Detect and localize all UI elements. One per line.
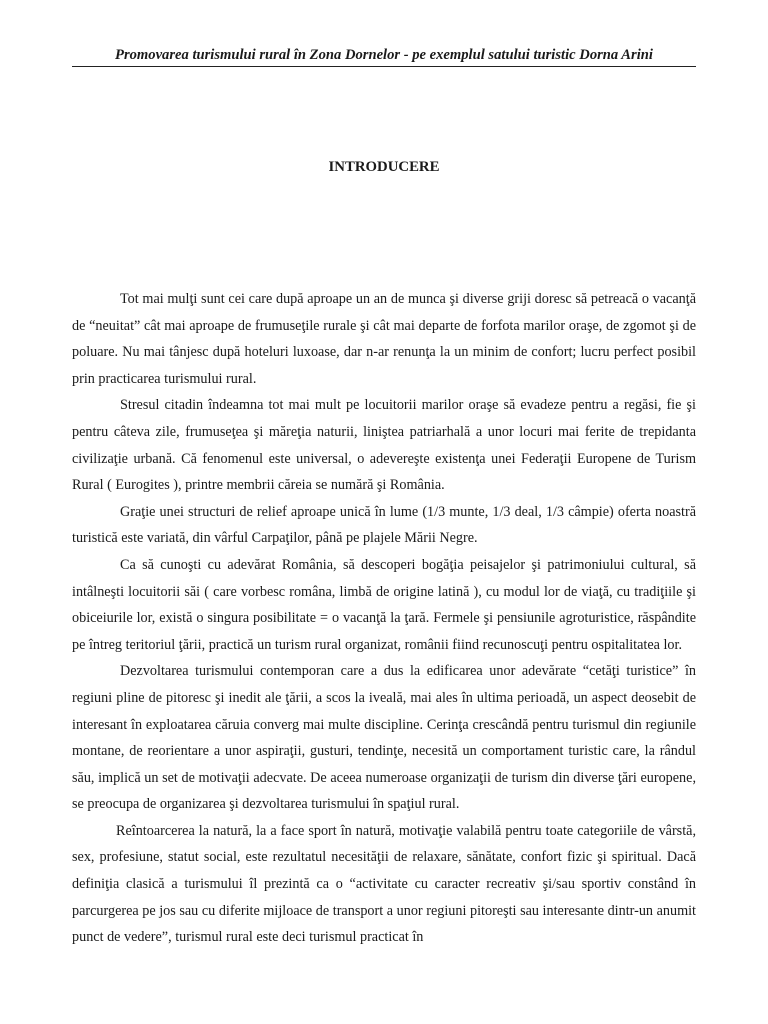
header-divider: [72, 66, 696, 67]
paragraph: Reîntoarcerea la natură, la a face sport în natură, motivaţie valabilă pentru toate categoriile de vârstă, sex, profesiune, statut social, este rezultatul necesităţii de relaxare, sănătate, confort fizic şi spiritual. Dacă definiţia clasică a turismului îl prezintă ca o “activitate cu caracter recreativ şi/sau sportiv constând în parcurgerea pe jos sau cu diferite mijloace de transport a unor regiuni pitoreşti sau interesante dintr-un anumit punct de vedere”, turismul rural este deci turismul practicat în: [72, 822, 696, 946]
body-text: [72, 286, 696, 951]
running-header: Promovarea turismului rural în Zona Dornelor - pe exemplul satului turistic Dorna Arini: [115, 47, 653, 63]
paragraph: Tot mai mulţi sunt cei care după aproape un an de munca şi diverse griji doresc să petreacă o vacanţă de “neuitat” cât mai aproape de frumuseţile rurale şi cât mai departe de forfota marilor oraşe, de zgomot şi de poluare. Nu mai tânjesc după hoteluri luxoase, dar n-ar renunţa la un minim de confort; lucru perfect posibil prin practicarea turismului rural.: [72, 291, 696, 387]
paragraph: Stresul citadin îndeamna tot mai mult pe locuitorii marilor oraşe să evadeze pentru a regăsi, fie şi pentru câteva zile, frumuseţea şi măreţia naturii, liniştea patriarhală a unor locuri mai ferite de trepidanta civilizaţie urbană. Că fenomenul este universal, o adevereşte existenţa unei Federaţii Europene de Turism Rural ( Eurogites ), printre membrii căreia se numără şi România.: [72, 397, 696, 494]
paragraph: Ca să cunoşti cu adevărat România, să descoperi bogăţia peisajelor şi patrimoniului cultural, să intâlneşti locuitorii săi ( care vorbesc româna, limbă de origine latină ), cu modul lor de viaţă, cu tradiţiile şi obiceiurile lor, există o singura posibilitate = o vacanţă la ţară. Fermele şi pensiunile agroturistice, răspândite pe întreg teritoriul ţării, practică un turism rural organizat, românii fiind recunoscuţi pentru ospitalitatea lor.: [72, 556, 696, 653]
section-title: INTRODUCERE: [328, 159, 440, 175]
paragraph: Graţie unei structuri de relief aproape unică în lume (1/3 munte, 1/3 deal, 1/3 câmpie) oferta noastră turistică este variată, din vârful Carpaţilor, până pe plajele Mării Negre.: [72, 503, 696, 547]
paragraph: Dezvoltarea turismului contemporan care a dus la edificarea unor adevărate “cetăţi turistice” în regiuni pline de pitoresc şi inedit ale ţării, a scos la iveală, mai ales în ultima perioadă, un aspect deosebit de interesant în exploatarea căruia converg mai multe discipline. Cerinţa crescândă pentru turismul din regiunile montane, de reorientare a unor aspiraţii, gusturi, tendinţe, necesită un comportament turistic care, la rândul său, implică un set de motivaţii adecvate. De aceea numeroase organizaţii de turism din diverse ţări europene, se preocupa de organizarea şi dezvoltarea turismului în spaţiul rural.: [72, 663, 696, 813]
